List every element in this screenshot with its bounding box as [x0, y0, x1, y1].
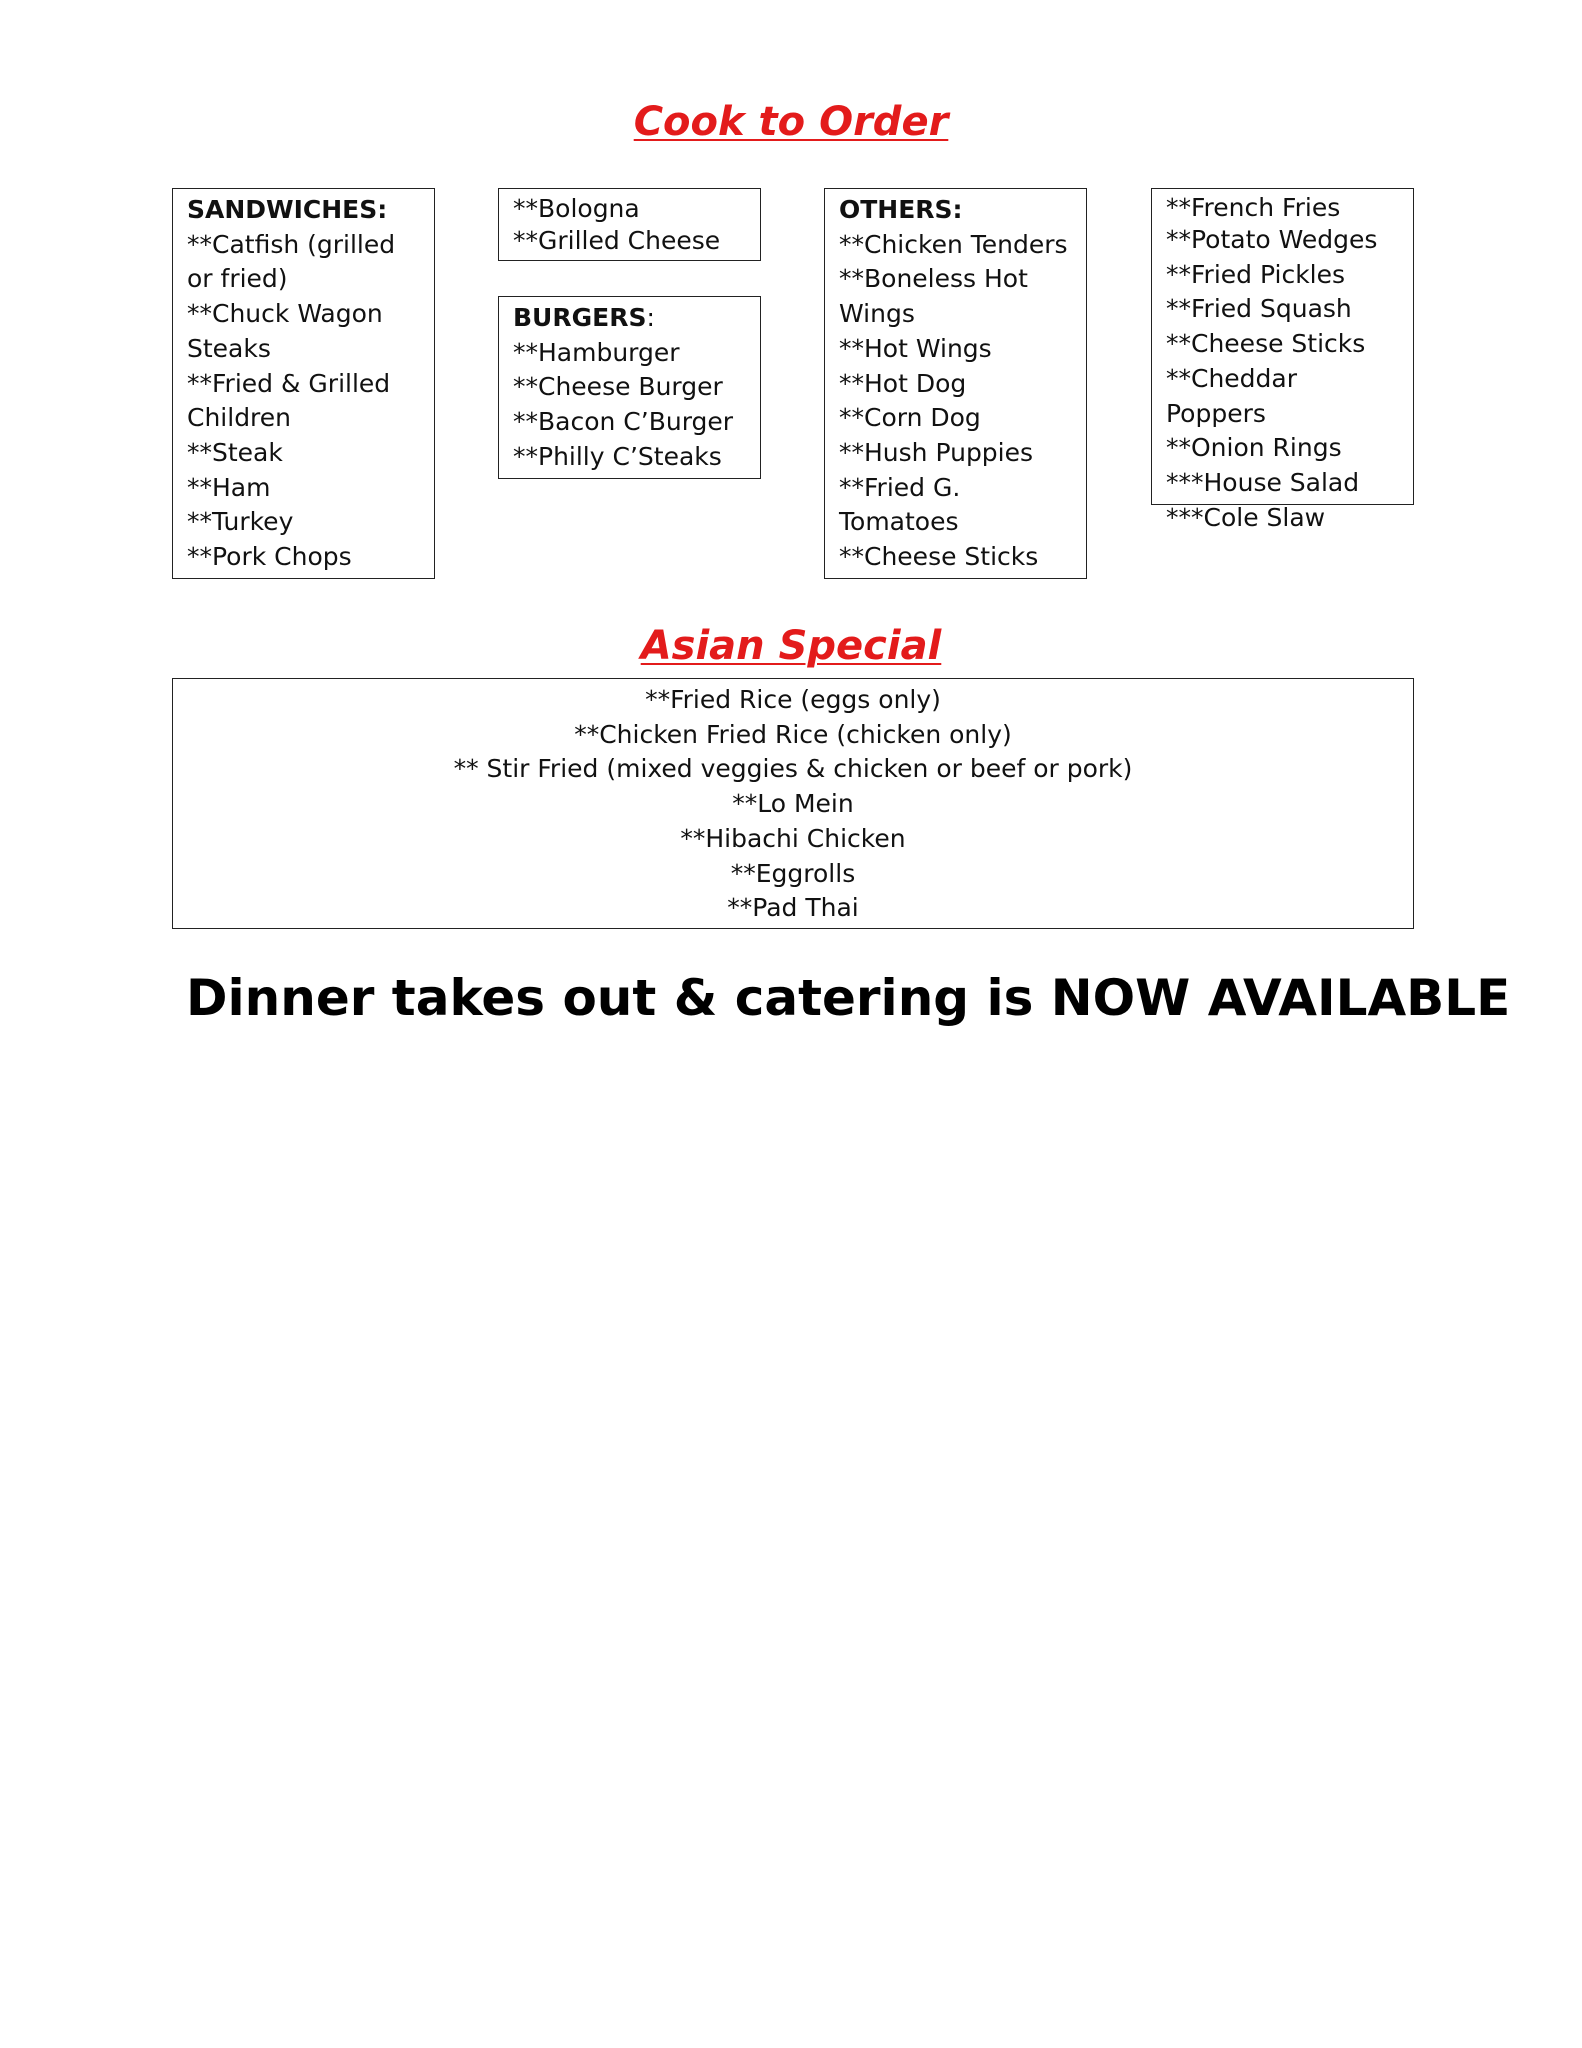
menu-item: **Bologna — [513, 194, 640, 223]
menu-item: **Cheese Sticks — [1166, 329, 1366, 359]
sandwiches-box — [172, 188, 435, 579]
menu-item: **Catfish (grilled or fried) — [187, 229, 396, 294]
menu-item: **Pork Chops — [187, 542, 352, 572]
burgers-box — [498, 296, 761, 479]
menu-item: **Steak — [187, 437, 283, 467]
burgers-heading — [513, 301, 746, 336]
menu-item: **Hush Puppies — [839, 437, 1034, 467]
burgers-heading-colon: : — [646, 303, 655, 332]
menu-item: **Lo Mein — [732, 789, 854, 819]
menu-item: **Cheese Sticks — [839, 542, 1039, 572]
menu-item: **Hot Wings — [839, 333, 992, 363]
menu-item: **Fried Squash — [1166, 294, 1352, 324]
menu-item: **Pad Thai — [727, 893, 859, 923]
menu-item: **Hot Dog — [839, 368, 967, 398]
menu-item: **Onion Rings — [1166, 433, 1342, 463]
menu-item: **Potato Wedges — [1166, 225, 1378, 254]
menu-item: **Philly C’Steaks — [513, 441, 722, 471]
menu-item: **Fried & Grilled Children — [187, 368, 391, 433]
menu-item: **Cheese Burger — [513, 372, 723, 402]
menu-item: **Turkey — [187, 507, 294, 537]
cook-to-order-title: Cook to Order — [633, 99, 949, 145]
others-box — [824, 188, 1087, 579]
menu-item: ** Stir Fried (mixed veggies & chicken or beef or pork) — [453, 754, 1133, 784]
menu-item: **Hamburger — [513, 337, 680, 367]
menu-item: **Chicken Tenders — [839, 229, 1068, 259]
menu-item: ***Cole Slaw — [1166, 502, 1326, 532]
sides-box — [1151, 188, 1414, 532]
others-heading: OTHERS: — [839, 195, 963, 224]
menu-item: **Fried G. Tomatoes — [839, 472, 961, 537]
menu-item: **Chicken Fried Rice (chicken only) — [574, 719, 1012, 749]
menu-item: **Grilled Cheese — [513, 226, 721, 255]
menu-item: **Fried Pickles — [1166, 259, 1346, 289]
sandwiches-heading: SANDWICHES: — [187, 195, 388, 224]
availability-notice: Dinner takes out & catering is NOW AVAILABLE — [186, 969, 1511, 1027]
menu-item: **French Fries — [1166, 193, 1341, 222]
bologna-box — [498, 188, 761, 261]
menu-item: **Fried Rice (eggs only) — [645, 685, 941, 714]
menu-item: ***House Salad — [1166, 467, 1360, 497]
menu-item: **Corn Dog — [839, 403, 981, 433]
menu-item: **Cheddar Poppers — [1166, 363, 1298, 428]
menu-item: **Chuck Wagon Steaks — [187, 299, 383, 363]
menu-item: **Hibachi Chicken — [680, 823, 906, 853]
asian-special-title: Asian Special — [640, 623, 942, 669]
menu-item: **Ham — [187, 472, 271, 502]
menu-item: **Boneless Hot Wings — [839, 264, 1028, 329]
burgers-heading-label: BURGERS — [513, 303, 647, 332]
asian-special-box — [172, 678, 1414, 929]
menu-item: **Bacon C’Burger — [513, 407, 734, 437]
menu-item: **Eggrolls — [730, 858, 856, 888]
